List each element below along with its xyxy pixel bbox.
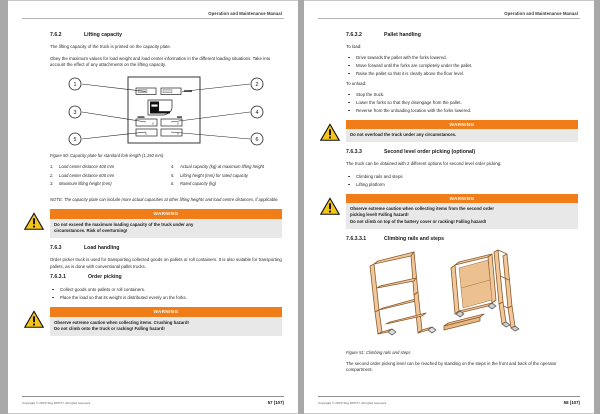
svg-text:0: 0 (145, 131, 147, 136)
footer-divider (22, 396, 284, 397)
list-to-unload (346, 91, 578, 114)
legend-number: 3. (50, 181, 54, 187)
label-to-load: To load: (346, 43, 362, 49)
warning-label: WARNING (50, 307, 282, 316)
header-divider-right (318, 18, 580, 19)
viewer-right-margin (594, 0, 600, 414)
warning-label: WARNING (346, 194, 578, 203)
page-header-right: Operation and Maintenance Manual (504, 11, 578, 16)
list-item: Lifting platform (346, 181, 578, 188)
legend-item (50, 181, 161, 187)
legend-item (50, 164, 161, 170)
figure-50-legend (50, 164, 282, 190)
svg-text:4: 4 (255, 110, 259, 117)
warning-line: Do not climb onto the truck or racking! Falling hazard! (54, 326, 165, 332)
warning-line: Do not overload the truck under any circumstances. (350, 132, 457, 138)
warning-triangle-icon (319, 122, 341, 142)
page-number-left: 57 (107) (267, 400, 284, 405)
svg-text:2: 2 (255, 82, 259, 89)
legend-text: Lifting height (mm) for rated capacity (180, 172, 248, 178)
note-capacity-plate: NOTE: The capacity plate can include more actual capacities at other lifting heights and load centre distances, if applicable. (50, 196, 279, 202)
heading-7-6-3-3-1-number: 7.6.3.3.1 (346, 235, 367, 242)
warning-line: Observe extreme caution when collecting items from the second order (350, 205, 494, 211)
viewer-left-margin (0, 0, 8, 414)
page-footer-right (318, 396, 580, 405)
document-page-left (8, 0, 298, 414)
copyright-text: Copyright © 20XX Roy MOTTI. All rights reserved. (22, 401, 91, 405)
figure-50-svg (50, 75, 282, 149)
paragraph-load-handling: Order picker truck is used for transporting collected goods on pallets or roll containers. It is also suitable for transporting pallets, as is done with conventional pallet trucks. (50, 256, 282, 269)
warning-line: circumstances. Risk of overturning! (54, 228, 128, 234)
paragraph-closing: The second order picking level can be reached by standing on the steps in the front and back of the operator compartment. (346, 360, 557, 373)
document-page-right (304, 0, 594, 414)
list-item: Drive towards the pallet with the forks lowered. (346, 54, 578, 61)
warning-block-overload (346, 120, 578, 142)
figure-50-legend-right (171, 164, 282, 190)
paragraph-lifting-capacity-1: The lifting capacity of the truck is printed on the capacity plate. (50, 43, 172, 49)
list-second-level-options (346, 173, 578, 188)
legend-number: 5. (171, 172, 175, 178)
heading-7-6-3-3-1 (346, 237, 578, 243)
warning-line: Do not exceed the maximum loading capacity of the truck under any (54, 221, 194, 227)
list-to-load (346, 54, 578, 77)
page-header-left: Operation and Maintenance Manual (208, 11, 282, 16)
list-order-picking (50, 286, 282, 301)
warning-label: WARNING (346, 120, 578, 129)
heading-7-6-3-2-title: Pallet handling (384, 32, 421, 38)
legend-item (171, 173, 282, 179)
paragraph-second-level: The truck can be obtained with 2 different options for second level order picking: (346, 160, 502, 166)
heading-7-6-3-2-number: 7.6.3.2 (346, 32, 362, 38)
copyright-text: Copyright © 20XX Roy MOTTI. All rights reserved. (318, 401, 387, 405)
legend-text: Actual capacity (kg) at maximum lifting height (180, 164, 265, 170)
svg-text:0: 0 (177, 121, 179, 126)
figure-51-svg (346, 248, 578, 348)
list-item: Lower the forks so that they disengage from the pallet. (346, 99, 578, 106)
heading-7-6-3 (50, 246, 282, 252)
heading-7-6-3-number: 7.6.3 (50, 245, 62, 252)
header-divider-left (22, 18, 284, 19)
list-item: Place the load so that its weight is distributed evenly on the forks. (50, 294, 282, 301)
page-footer-left (22, 396, 284, 405)
footer-divider (318, 396, 580, 397)
label-to-unload: To unload: (346, 80, 367, 86)
warning-body (346, 129, 578, 142)
warning-line: Observe extreme caution when collecting items. Crushing hazard! (54, 319, 189, 325)
legend-item (50, 173, 161, 179)
warning-body (50, 317, 282, 336)
legend-number: 1. (50, 164, 54, 170)
legend-text: Load center distance 600 mm (59, 172, 115, 178)
svg-text:3: 3 (73, 110, 77, 117)
legend-text: Maximum lifting height (mm) (59, 181, 112, 187)
heading-7-6-2-number: 7.6.2 (50, 32, 62, 38)
warning-triangle-icon (23, 309, 45, 329)
heading-7-6-3-1-number: 7.6.3.1 (50, 274, 66, 281)
warning-triangle-icon (319, 196, 341, 216)
warning-label: WARNING (50, 209, 282, 218)
heading-7-6-3-1 (50, 275, 282, 281)
figure-50-caption: Figure 50: Capacity plate for standard fork length (1,150 mm) (50, 153, 164, 159)
legend-item (171, 164, 282, 170)
list-item: Collect goods onto pallets or roll containers. (50, 286, 282, 293)
warning-line: Do not climb on top of the battery cover or racking! Falling hazard! (350, 218, 487, 224)
legend-text: Load center distance 400 mm (59, 164, 115, 170)
warning-triangle-icon (23, 211, 45, 231)
heading-7-6-3-title: Load handling (84, 245, 120, 252)
svg-text:5: 5 (73, 137, 77, 144)
warning-block-overturning (50, 209, 282, 238)
heading-7-6-3-3 (346, 150, 578, 156)
warning-line: picking level! Falling hazard! (350, 212, 409, 218)
legend-number: 4. (171, 164, 175, 170)
heading-7-6-3-1-title: Order picking (88, 274, 122, 281)
list-item: Move forward until the forks are completely under the pallet. (346, 62, 578, 69)
figure-50-legend-left (50, 164, 161, 190)
warning-block-falling (346, 194, 578, 229)
svg-text:0: 0 (152, 121, 154, 126)
legend-item (171, 181, 282, 187)
svg-text:1: 1 (73, 82, 77, 89)
heading-7-6-2 (50, 33, 282, 39)
list-item: Raise the pallet so that it is clearly above the floor level. (346, 70, 578, 77)
legend-text: Rated capacity (kg) (180, 181, 217, 187)
legend-number: 6. (171, 181, 175, 187)
warning-body (50, 219, 282, 238)
paragraph-lifting-capacity-2: Obey the maximum values for load weight and load center information in the different loading situations. Take into account the effect of any attachments on the lifting capacity. (50, 55, 271, 68)
legend-number: 2. (50, 172, 54, 178)
heading-7-6-3-3-title: Second level order picking (optional) (384, 148, 476, 155)
list-item: Stop the truck. (346, 91, 578, 98)
warning-body (346, 203, 578, 229)
figure-50-capacity-plate (50, 75, 282, 149)
list-item: Climbing rails and steps (346, 173, 578, 180)
figure-51-caption: Figure 51: Climbing rails and steps (346, 349, 411, 355)
heading-7-6-3-2 (346, 33, 578, 39)
svg-text:6: 6 (255, 137, 259, 144)
heading-7-6-3-3-1-title: Climbing rails and steps (384, 235, 444, 242)
svg-text:0: 0 (177, 131, 179, 136)
warning-block-crushing (50, 307, 282, 336)
list-item: Reverse from the unloading location with the forks lowered. (346, 107, 578, 114)
page-number-right: 58 (107) (563, 400, 580, 405)
heading-7-6-2-title: Lifting capacity (84, 32, 123, 38)
heading-7-6-3-3-number: 7.6.3.3 (346, 148, 362, 155)
figure-51-climbing-rails (346, 248, 578, 348)
